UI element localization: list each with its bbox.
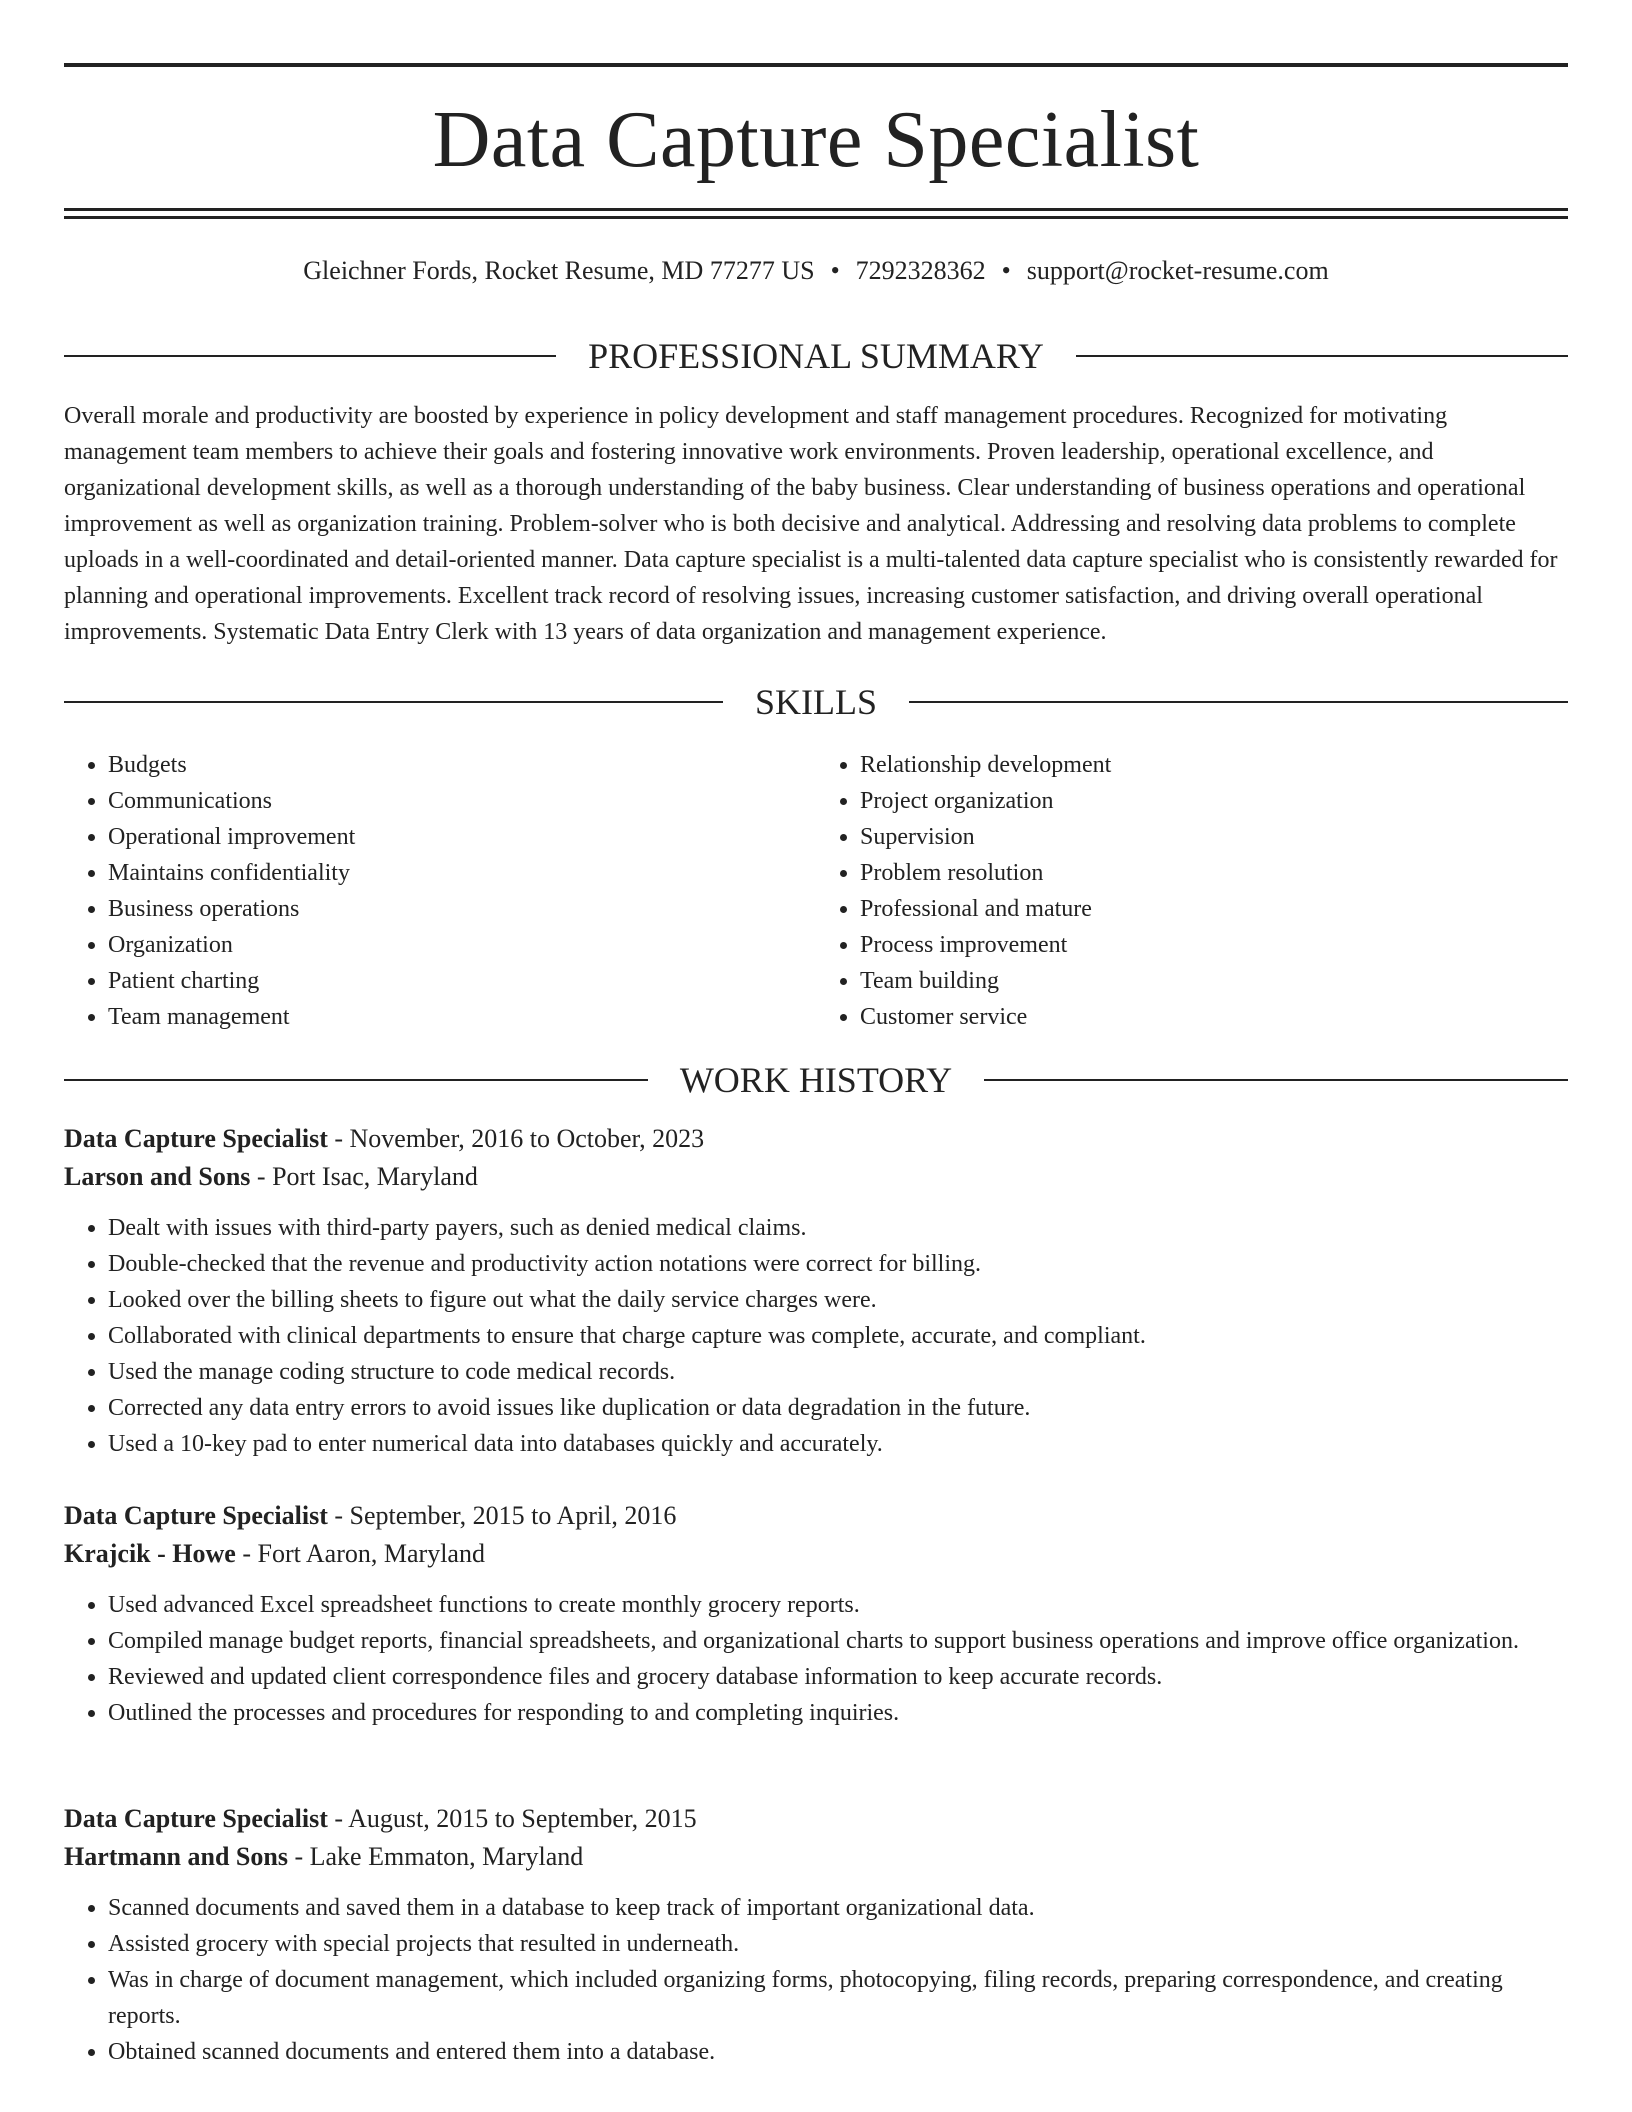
job-location: - Fort Aaron, Maryland — [235, 1539, 485, 1568]
header-rule-upper — [64, 208, 1568, 211]
skill-item: • Customer service — [860, 999, 1568, 1035]
job-bullet: • Reviewed and updated client correspondence files and grocery database information to keep accurate records. — [108, 1659, 1568, 1695]
top-rule — [64, 63, 1568, 67]
skill-item: • Business operations — [108, 891, 816, 927]
skill-item: • Project organization — [860, 783, 1568, 819]
job-dates: - August, 2015 to September, 2015 — [327, 1804, 697, 1833]
job-bullet: • Outlined the processes and procedures for responding to and completing inquiries. — [108, 1695, 1568, 1731]
skills-column-left — [64, 747, 816, 1035]
job-company: Hartmann and Sons — [64, 1842, 288, 1871]
contact-address: Gleichner Fords, Rocket Resume, MD 77277 US — [303, 256, 815, 285]
summary-heading — [64, 334, 1568, 378]
job-title-line — [64, 1120, 1568, 1158]
job-title-line — [64, 1800, 1568, 1838]
section-title: SKILLS — [755, 682, 878, 722]
job-bullets — [64, 1890, 1568, 2070]
contact-email[interactable]: support@rocket-resume.com — [1026, 256, 1329, 285]
skill-item: • Relationship development — [860, 747, 1568, 783]
job-title: Data Capture Specialist — [64, 1804, 328, 1833]
skills-column-right — [816, 747, 1568, 1035]
job-entry — [64, 1120, 1568, 1462]
skill-item: • Maintains confidentiality — [108, 855, 816, 891]
heading-rule — [64, 1079, 648, 1081]
job-bullet: • Compiled manage budget reports, financial spreadsheets, and organizational charts to support business operations and improve office organization. — [108, 1623, 1568, 1659]
job-title: Data Capture Specialist — [64, 1501, 328, 1530]
job-bullet: • Was in charge of document management, which included organizing forms, photocopying, filing records, preparing correspondence, and creating reports. — [108, 1962, 1568, 2034]
job-bullet: • Dealt with issues with third-party payers, such as denied medical claims. — [108, 1210, 1568, 1246]
contact-separator: • — [830, 256, 840, 285]
job-bullets — [64, 1210, 1568, 1462]
job-bullet: • Used advanced Excel spreadsheet functions to create monthly grocery reports. — [108, 1587, 1568, 1623]
skill-item: • Team building — [860, 963, 1568, 999]
heading-rule — [64, 701, 723, 703]
skill-item: • Organization — [108, 927, 816, 963]
contact-separator: • — [1001, 256, 1011, 285]
job-company-line — [64, 1838, 1568, 1876]
job-company: Krajcik - Howe — [64, 1539, 236, 1568]
skill-item: • Operational improvement — [108, 819, 816, 855]
heading-rule — [984, 1079, 1568, 1081]
skills-heading — [64, 680, 1568, 724]
job-bullet: • Used a 10-key pad to enter numerical data into databases quickly and accurately. — [108, 1426, 1568, 1462]
job-entry — [64, 1497, 1568, 1731]
skills-list — [64, 747, 1568, 1035]
job-bullet: • Scanned documents and saved them in a database to keep track of important organizational data. — [108, 1890, 1568, 1926]
skill-item: • Communications — [108, 783, 816, 819]
section-title: WORK HISTORY — [679, 1060, 953, 1100]
job-bullet: • Collaborated with clinical departments to ensure that charge capture was complete, accurate, and compliant. — [108, 1318, 1568, 1354]
heading-rule — [1076, 355, 1568, 357]
contact-line — [64, 254, 1568, 288]
job-bullet: • Used the manage coding structure to code medical records. — [108, 1354, 1568, 1390]
skill-item: • Process improvement — [860, 927, 1568, 963]
professional-summary: Overall morale and productivity are boosted by experience in policy development and staff management procedures. Recognized for motivating management team members to achieve their goals and fostering innovative work environments. Proven leadership, operational excellence, and organizational development skills, as well as a thorough understanding of the baby business. Clear understanding of business operations and operational improvement as well as organization training. Problem-solver who is both decisive and analytical. Addressing and resolving data problems to complete uploads in a well-coordinated and detail-oriented manner. Data capture specialist is a multi-talented data capture specialist who is consistently rewarded for planning and operational improvements. Excellent track record of resolving issues, increasing customer satisfaction, and driving overall operational improvements. Systematic Data Entry Clerk with 13 years of data organization and management experience. — [64, 403, 1558, 645]
candidate-name: Data Capture Specialist — [432, 96, 1200, 184]
skill-item: • Budgets — [108, 747, 816, 783]
job-company-line — [64, 1158, 1568, 1196]
job-title-line — [64, 1497, 1568, 1535]
job-bullets — [64, 1587, 1568, 1731]
job-bullet: • Assisted grocery with special projects that resulted in underneath. — [108, 1926, 1568, 1962]
job-bullet: • Obtained scanned documents and entered them into a database. — [108, 2034, 1568, 2070]
job-company: Larson and Sons — [64, 1162, 251, 1191]
work-history-heading — [64, 1058, 1568, 1102]
job-dates: - November, 2016 to October, 2023 — [327, 1124, 705, 1153]
job-location: - Lake Emmaton, Maryland — [287, 1842, 584, 1871]
job-bullet: • Corrected any data entry errors to avoid issues like duplication or data degradation in the future. — [108, 1390, 1568, 1426]
job-bullet: • Double-checked that the revenue and productivity action notations were correct for billing. — [108, 1246, 1568, 1282]
job-title: Data Capture Specialist — [64, 1124, 328, 1153]
job-bullet: • Looked over the billing sheets to figure out what the daily service charges were. — [108, 1282, 1568, 1318]
job-location: - Port Isac, Maryland — [250, 1162, 478, 1191]
skill-item: • Supervision — [860, 819, 1568, 855]
skill-item: • Team management — [108, 999, 816, 1035]
heading-rule — [64, 355, 556, 357]
skill-item: • Patient charting — [108, 963, 816, 999]
section-title: PROFESSIONAL SUMMARY — [588, 336, 1044, 376]
skill-item: • Problem resolution — [860, 855, 1568, 891]
job-company-line — [64, 1535, 1568, 1573]
header-rule-lower — [64, 216, 1568, 219]
job-dates: - September, 2015 to April, 2016 — [327, 1501, 677, 1530]
job-entry — [64, 1800, 1568, 2070]
heading-rule — [909, 701, 1568, 703]
skill-item: • Professional and mature — [860, 891, 1568, 927]
contact-phone: 7292328362 — [855, 256, 986, 285]
